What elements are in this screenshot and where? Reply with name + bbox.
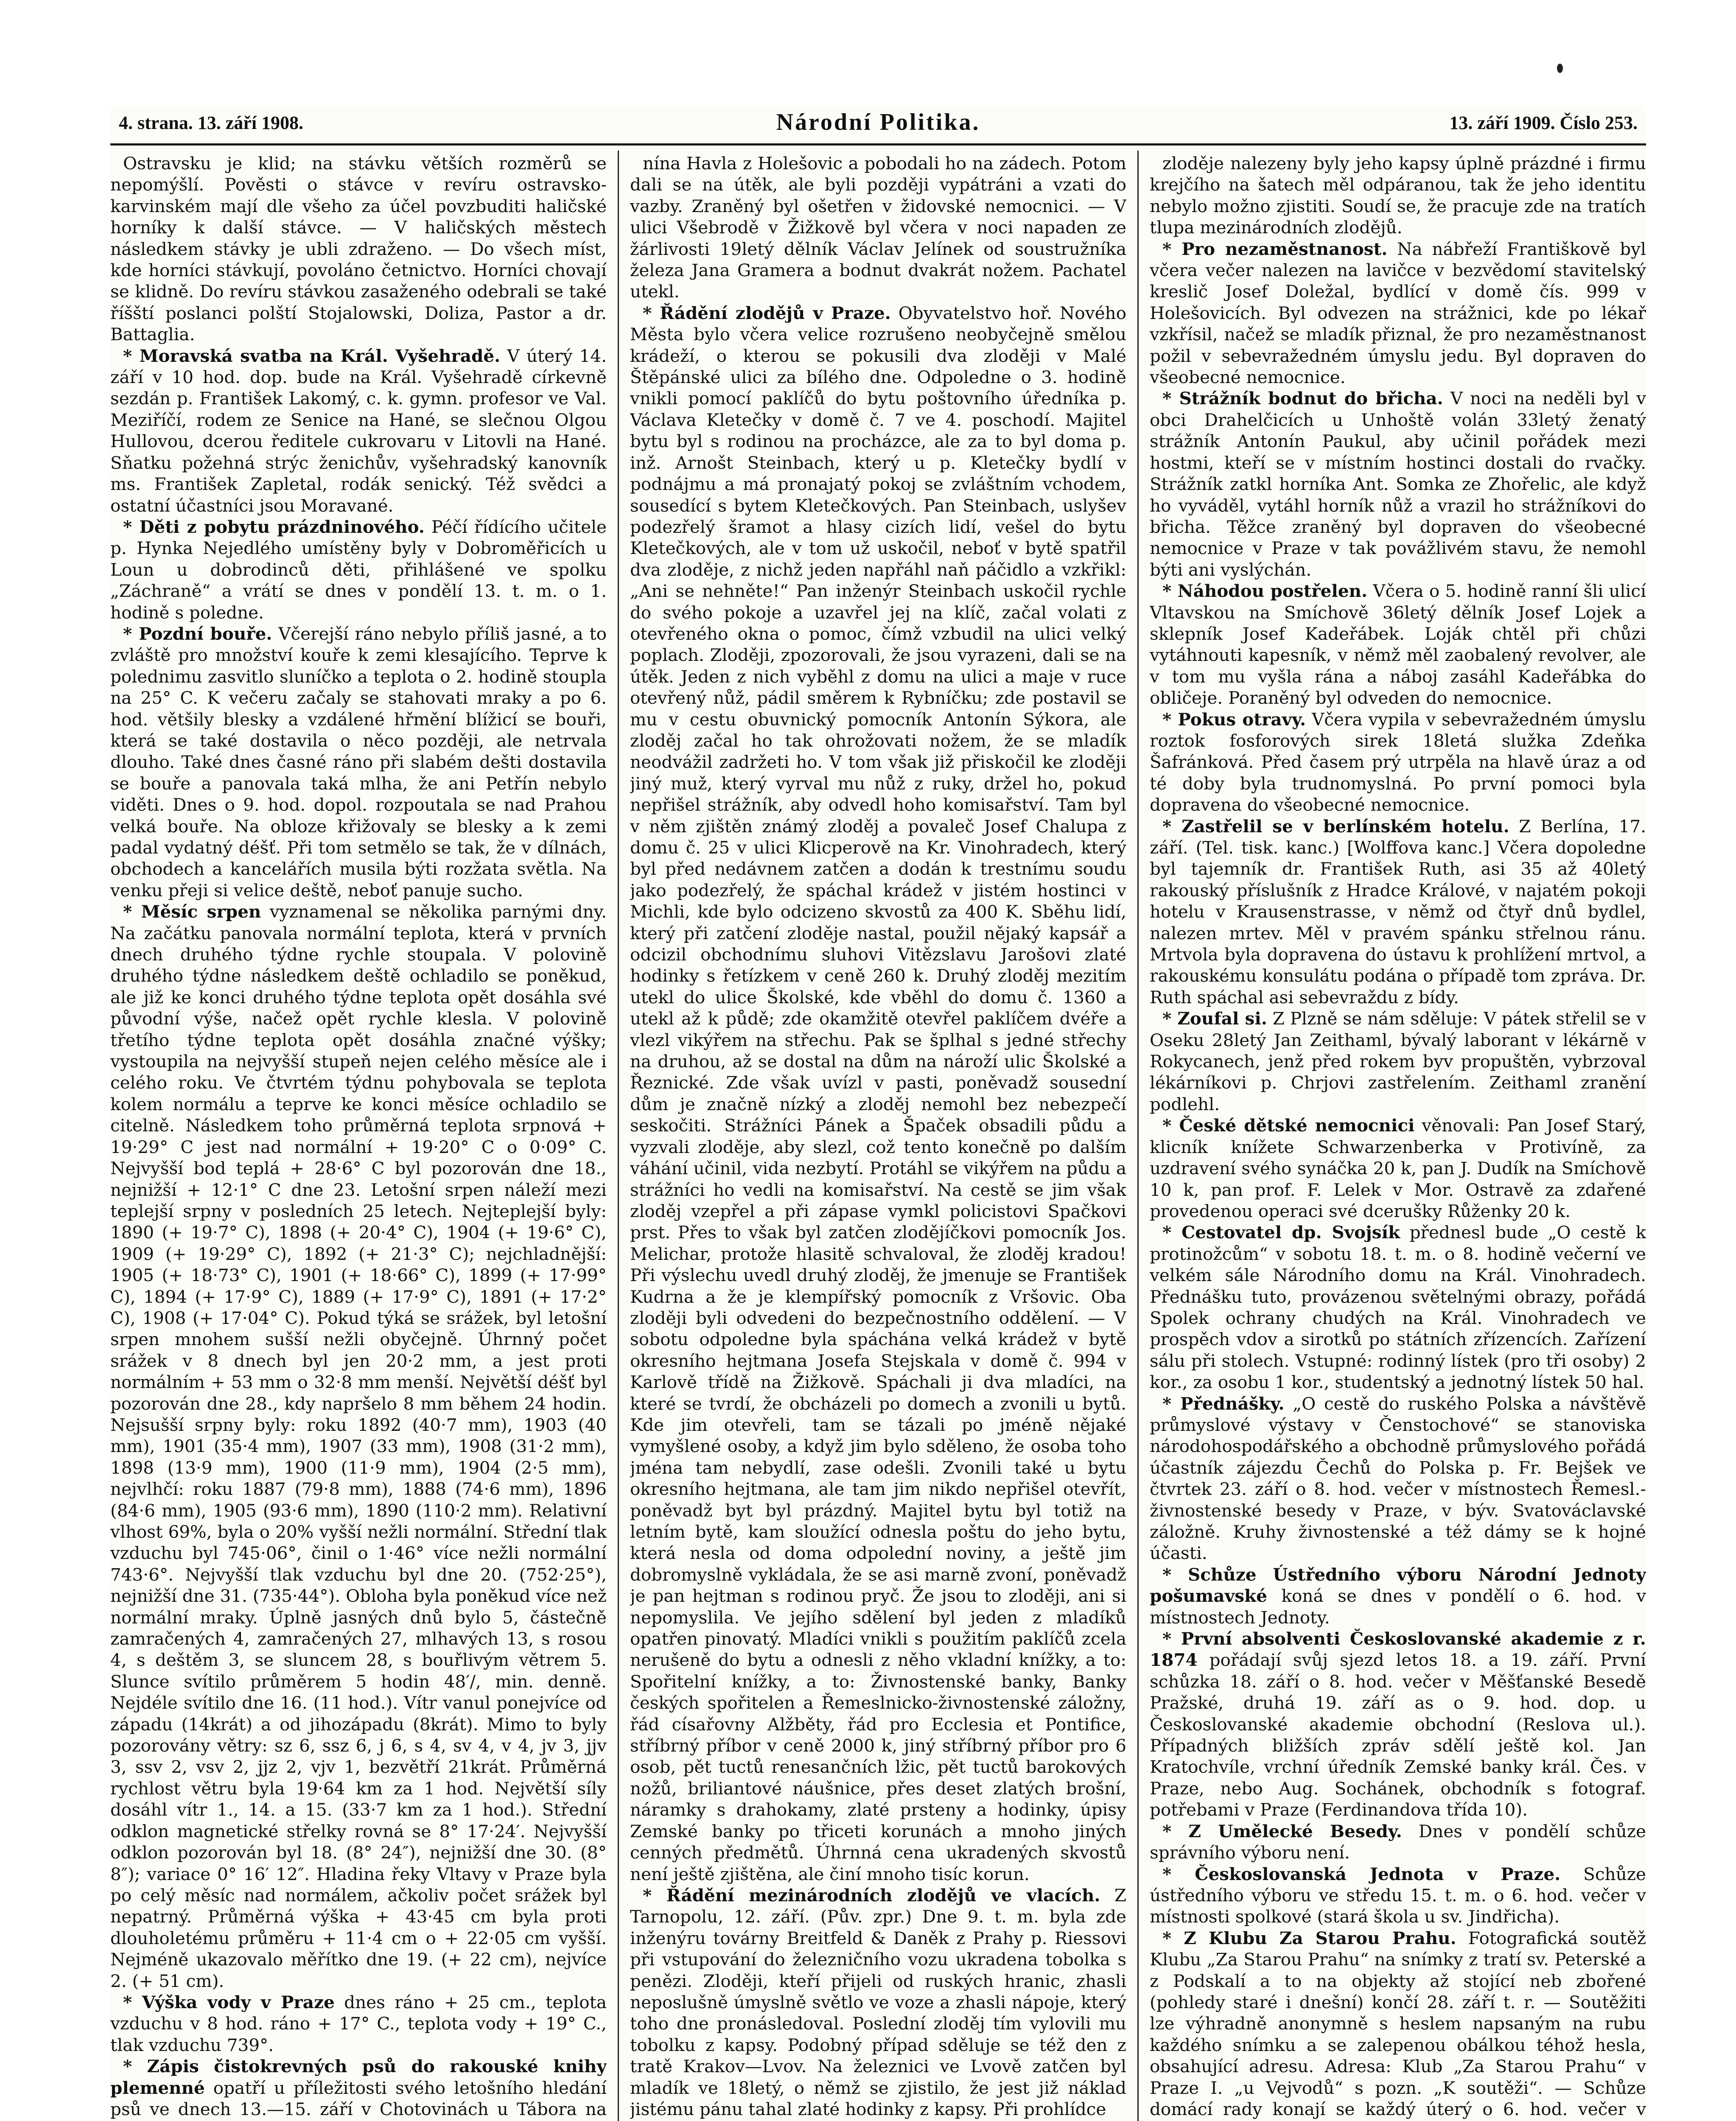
newspaper-page [110,106,1646,2121]
column-2 [630,153,1126,2121]
masthead-title: Národní Politika. [776,109,980,135]
article-text: Z Plzně se nám sděluje: V pátek střelil se v Oseku 28letý Jan Zeithaml, bývalý laborant v lékárně v Rokycanech, jenž před rokem byv propuštěn, vybrzoval lékárníkovi p. Chrjovi zastřelením. Zeithaml zranění podlehl. [1150,1008,1646,1114]
article-text: koná se dnes v pondělí o 6. hod. v místnostech Jednoty. [1150,1586,1646,1628]
article-heading: * Pozdní bouře. [123,623,272,644]
column-3 [1150,153,1646,2121]
article-text: „O cestě do ruského Polska a návštěvě průmyslové výstavy v Čenstochové“ se stanoviska národohospodářského a obchodně průmyslového pořádá účastník zájezdu Čechů do Polska p. Fr. Bejšek ve čtvrtek 23. září o 8. hod. večer v místnostech Řemesl.-živnostenské besedy v Praze, v býv. Svatováclavské záložně. Kruhy živnostenské a též dámy se k hojné účasti. [1150,1393,1646,1564]
column-divider [618,151,619,2121]
article-paragraph [630,153,1126,302]
article-text: zloděje nalezeny byly jeho kapsy úplně prázdné i firmu krejčího na šatech měl odpáranou, tak že jeho identitu nebylo možno zjistiti. Soudí se, že pracuje zde na tratích tlupa mezinárodních zlodějů. [1150,153,1646,238]
column-1 [110,153,607,2121]
article-paragraph [110,2056,607,2121]
article-text: Včera vypila v sebevražedném úmyslu roztok fosforových sirek 18letá služka Zdeňka Šafránková. Před časem prý utrpěla na hlavě úraz a od té doby byla trudnomyslná. Po první pomoci byla dopravena do všeobecné nemocnice. [1150,709,1646,815]
article-text: Fotografická soutěž Klubu „Za Starou Prahu“ na snímky z tratí sv. Peterské a z Podskalí a to na objekty až stojící neb zbořené (pohledy staré i dnešní) končí 28. září t. r. — Soutěžiti lze výhradně anonymně s heslem napsaným na rubu každého snímku a se zalepenou obálkou téhož hesla, obsahující adresu. Adresa: Klub „Za Starou Prahu“ v Praze I. „u Vejvodů“ s pozn. „K soutěži“. — Schůze domácí rady konají se každý úterý o 6. hod. večer v [1150,1928,1646,2119]
article-text: Včerejší ráno nebylo příliš jasné, a to zvláště pro množství kouře k zemi klesajícího. Teprve k polednimu zasvitlo sluníčko a teplota o 2. hodině stoupla na 25° C. K večeru začaly se stahovati mraky a po 6. hod. většily blesky a vzdálené hřmění blížicí se bouři, která se také dostavila o něco později, ale netrvala dlouho. Také dnes časné ráno při slabém dešti dostavila se bouře a panovala taká mlha, že ani Petřín nebylo viděti. Dnes o 9. hod. dopol. rozpoutala se nad Prahou velká bouře. Na obloze křižovaly se blesky a k zemi padal vydatný déšť. Při tom setmělo se tak, že v dílnách, obchodech a kancelářích musila býti rozžata světla. Na venku přeji si velice deště, neboť panuje sucho. [110,623,607,901]
article-heading: * Přednášky. [1162,1393,1285,1414]
article-text: přednesl bude „O cestě k protinožcům“ v sobotu 18. t. m. o 8. hodině večerní ve velkém sále Národního domu na Král. Vinohradech. Přednášku tuto, provázenou světelnými obrazy, pořádá Spolek ochrany chudých na Král. Vinohradech ve prospěch vdov a sirotků po státních zřízencích. Zařízení sálu při stolech. Vstupné: rodinný lístek (pro tři osoby) 2 kor., za osobu 1 kor., studentský a jednotný lístek 50 hal. [1150,1222,1646,1393]
article-text: Na nábřeží Františkově byl včera večer nalezen na lavičce v bezvědomí stavitelský kreslič Josef Doležal, bydlící v domě čís. 999 v Holešovicích. Byl odvezen na strážnici, kde po lékař vzkřísil, načež se mladík přiznal, že pro nezaměstnanost požil v sebevražedném úmyslu jedu. Byl dopraven do všeobecné nemocnice. [1150,238,1646,388]
article-heading: * Cestovatel dp. Svojsík [1162,1222,1400,1243]
article-text: Z Berlína, 17. září. (Tel. tisk. kanc.) [Wolffova kanc.] Včera dopoledne byl tajemník dr. František Ruth, asi 35 až 40letý rakouský příslušník z Hradce Králové, v najatém pokoji hotelu v Krausenstrasse, v němž od čtyř dnů bydlel, nalezen mrtev. Měl v pravém spánku střelnou ránu. Mrtvola byla dopravena do ústavu k prohlížení mrtvol, a rakouskému konsulátu podána o případě tom zpráva. Dr. Ruth spáchal asi sebevraždu z bídy. [1150,816,1646,1007]
article-heading: * Pro nezaměstnanost. [1162,238,1388,259]
article-heading: * První absolventi Českoslovanské akademie z r. 1874 [1150,1629,1646,1670]
page-header [110,106,1646,140]
article-text: opatří u příležitosti svého letošního hledání psů ve dnech 13.—15. září v Chotovinách u Tábora na [110,2077,607,2119]
article-paragraph [1150,580,1646,708]
article-paragraph [1150,1222,1646,1393]
issue-date-number: 13. září 1909. Číslo 253. [1449,112,1638,133]
article-heading: * Náhodou postřelen. [1162,581,1368,602]
article-heading: * Schůze Ústředního výboru Národní Jednoty pošumavské [1150,1564,1646,1606]
article-paragraph [1150,816,1646,1008]
article-heading: * Měsíc srpen [123,901,261,922]
article-text: Ostravsku je klid; na stávku větších rozměrů se nepomýšlí. Pověsti o stávce v revíru ostravsko-karvinském mají dle všeho za účel povzbuditi haličské horníky k další stávce. — V haličských městech následkem stávky je ubli zdraženo. — Do všech míst, kde horníci stávkují, povoláno četnictvo. Horníci chovají se klidně. Do revíru stávkou zasaženého odebrali se také říšští poslanci polští Stojalowski, Doliza, Pastor a dr. Battaglia. [110,153,607,345]
article-text: Z Tarnopolu, 12. září. (Pův. zpr.) Dne 9. t. m. byla zde inženýru továrny Breitfeld & Daněk z Prahy p. Riessovi při vstupování do železničního vozu ukradena tobolka s penězi. Zloději, kteří přijeli od ruských hranic, zhasli neposlušně úmyslně světlo ve voze a zhasli nápoje, který toho dne pronásledoval. Poslední zloděj tím vylovili mu tobolku z kapsy. Podobný případ sděluje se též den z tratě Krakov—Lvov. Na železnici ve Lvově zatčen byl mladík ve 18letý, o němž se zjistilo, že jest již náklad jistému pánu tahal zlaté hodinky z kapsy. Při prohlídce [630,1885,1126,2119]
article-paragraph [1150,1115,1646,1222]
column-divider [1137,151,1139,2121]
article-heading: * Zápis čistokrevných psů do rakouské knihy plemenné [110,2056,607,2098]
article-paragraph [1150,1821,1646,1864]
article-text: V úterý 14. září v 10 hod. dop. bude na Král. Vyšehradě církevně sezdán p. František Lakomý, c. k. gymn. profesor ve Val. Meziříčí, rodem ze Senice na Hané, se slečnou Olgou Hullovou, dcerou ředitele cukrovaru v Litovli na Hané. Sňatku požehná strýc ženichův, vyšehradský kanovník ms. František Zapletal, rodák senický. Též svědci a ostatní účastníci jsou Moravané. [110,345,607,516]
article-heading: * Moravská svatba na Král. Vyšehradě. [123,345,501,366]
article-paragraph [1150,709,1646,816]
header-rule [110,143,1646,146]
article-heading: * Pokus otravy. [1162,709,1306,730]
margin-mark [1557,64,1563,73]
article-paragraph [1150,238,1646,388]
article-text: dnes ráno + 25 cm., teplota vzduchu v 8 hod. ráno + 17° C., teplota vody + 19° C., tlak vzduchu 739°. [110,1992,607,2055]
article-paragraph [110,1992,607,2056]
article-heading: * Z Klubu Za Starou Prahu. [1162,1928,1456,1948]
article-paragraph [110,623,607,901]
article-paragraph [1150,1864,1646,1928]
article-text: Dnes v pondělí schůze správního výboru není. [1150,1821,1646,1863]
article-heading: * Strážník bodnut do břicha. [1162,388,1443,409]
article-paragraph [110,901,607,1992]
article-text: V noci na neděli byl v obci Drahelčicích u Unhoště volán 33letý ženatý strážník Antonín Paukul, aby učinil pořádek mezi hostmi, kteří se v místním hostinci dostali do rvačky. Strážník zatkl horníka Ant. Somka ze Zhořelic, ale když ho vyváděl, vytáhl horník nůž a vrazil ho strážníkovi do břicha. Těžce zraněný byl dopraven do všeobecné nemocnice v Praze v tak povážlivém stavu, že nemohl býti ani vyslýchán. [1150,388,1646,580]
article-text: Péčí řídícího učitele p. Hynka Nejedlého umístěny byly v Dobroměřicích u Loun u dobrodinců děti, přihlášené ve spolku „Záchraně“ a vrátí se dnes v pondělí 13. t. m. o 1. hodině s poledne. [110,516,607,623]
article-paragraph [1150,153,1646,238]
article-heading: * Zastřelil se v berlínském hotelu. [1162,816,1509,837]
article-text: věnovali: Pan Josef Starý, klicník knížete Schwarzenberka v Protivíně, za uzdravení svého synáčka 20 k, pan J. Dudík na Smíchově 10 k, pan prof. F. Lelek v Mor. Ostravě za zdařené provedenou operaci své dcerušky Růženky 20 k. [1150,1115,1646,1221]
article-paragraph [1150,1008,1646,1115]
article-heading: * České dětské nemocnici [1162,1115,1415,1136]
article-heading: * Řádění zlodějů v Praze. [643,302,891,323]
article-text: pořádají svůj sjezd letos 18. a 19. září. První schůzka 18. září o 8. hod. večer v Měšťanské Besedě Pražské, druhá 19. září as o 9. hod. dop. u Českoslovanské akademie obchodní (Reslova ul.). Případných bližších zpráv sdělí ještě kol. Jan Kratochvíle, vrchní úředník Zemské banky král. Čes. v Praze, nebo Aug. Sochánek, obchodník s fotograf. potřebami v Praze (Ferdinandova třída 10). [1150,1650,1646,1820]
article-heading: * Děti z pobytu prázdninového. [123,516,425,537]
article-paragraph [1150,1628,1646,1821]
article-paragraph [110,153,607,345]
article-paragraph [630,302,1126,1885]
article-heading: * Řádění mezinárodních zlodějů ve vlacích. [643,1885,1100,1906]
article-heading: * Zoufal si. [1162,1008,1267,1029]
article-paragraph [1150,1564,1646,1628]
article-text: Obyvatelstvo hoř. Nového Města bylo včera velice rozrušeno neobyčejně smělou krádeží, o kterou se pokusili dva zloději v Malé Štěpánské ulici za bílého dne. Odpoledne o 3. hodině vnikli pomocí paklíčů do bytu poštovního úředníka p. Václava Kletečky v domě č. 7 ve 4. poschodí. Majitel bytu byl s rodinou na procházce, ale za to byl doma p. inž. Arnošt Steinbach, který u p. Kletečky bydlí v podnájmu a má pronajatý pokoj se zvláštním vchodem, sousedící s bytem Kletečkových. Pan Steinbach, uslyšev podezřelý šramot a hlasy cizích lidí, vešel do bytu Kletečkových, ale v tom už uskočil, neboť v bytě spatřil dva zloděje, z nichž jeden napřáhl naň páčidlo a vzkřikl: „Ani se nehněte!“ Pan inženýr Steinbach uskočil rychle do svého pokoje a uzavřel jej na klíč, začal volati z otevřeného okna o pomoc, čímž vzbudil na ulici velký poplach. Zloději, zpozorovali, že jsou vyrazeni, dali se na útěk. Jeden z nich vyběhl z domu na ulici a maje v ruce otevřený nůž, pádil směrem k Rybníčku; zde postavil se mu v cestu obuvnický pomocník Antonín Sýkora, ale zloděj začal ho tak ohrožovati nožem, že se mladík neodvážil zadržeti ho. V tom však již přiskočil ke zloději jiný muž, který vyrval mu nůž z ruky, držel ho, pokud nepřišel strážník, aby odvedl hoho komisařství. Tam byl v něm zjištěn známý zloděj a povaleč Josef Chalupa z domu č. 25 v ulici Klicperově na Kr. Vinohradech, který byl před nedávnem zatčen a dodán k trestnímu soudu jako podezřelý, že spáchal krádež v jistém hostinci v Michli, kde bylo odcizeno skvostů za 400 K. Sběhu lidí, který při zatčení zloděje nastal, použil nějaký kapsář a odcizil obchodnímu sluhovi Vitězslavu Jarošovi zlaté hodinky s řetízkem v ceně 260 k. Druhý zloděj mezitím utekl do ulice Školské, kde vběhl do domu č. 1360 a utekl až k půdě; zde okamžitě otevřel paklíčem dvéře a vlezl vikýřem na střechu. Pak se šplhal s jedné střechy na druhou, až se dostal na dům na nároží ulic Školské a Řeznické. Zde však uvízl v pasti, poněvadž sousední dům je značně nízký a zloděj nemohl bez nebezpečí seskočiti. Strážníci Pánek a Špaček obsadili půdu a vyzvali zloděje, aby slezl, což tento konečně po dalším váhání učinil, vida nezbytí. Protáhl se vikýřem na půdu a strážníci ho vedli na komisařství. Na cestě se jim však zloděj vzepřel a při zápase vymkl policistovi Spačkovi prst. Přes to však byl zatčen zlodějíčkovi pomocník Jos. Melichar, protože hlasitě schvaloval, že zloděj kradou! Při výslechu uvedl druhý zloděj, že jmenuje se František Kudrna a že je klempířský pomocník z Vršovic. Oba zloději byli odvedeni do bezpečnostního oddělení. — V sobotu odpoledne byla spáchána velká krádež v bytě okresního hejtmana Josefa Stejskala v domě č. 994 v Karlově třídě na Žižkově. Spáchali ji dva mladíci, na které se tvrdí, že obcházeli po domech a zvonili u bytů. Kde jim otevřeli, tam se tázali po jméně nějaké vymyšlené osoby, a když jim bylo sděleno, že osoba toho jména tam nebydlí, zase odešli. Zvonili také u bytu okresního hejtmana, ale tam jim nikdo nepřišel otevřít, poněvadž byt byl prázdný. Majitel bytu byl totiž na letním bytě, kam sloužící odnesla poštu do jeho bytu, která nesla od doma odpolední noviny, a ještě jim dobromyslně vykládala, že se asi marně zvoní, poněvadž je pan hejtman s rodinou pryč. Že jsou to zloději, ani si nepomyslila. Ve jejího sdělení byl jeden z mladíků opatřen pinovatý. Mladíci vnikli s použitím paklíčů zcela nerušeně do bytu a odnesli z něho vkladní knížky, a to: Spořitelní knížky, a to: Živnostenské banky, Banky českých spořitelen a Řemeslnicko-živnostenské záložny, řád císařovny Alžběty, řád pro Ecclesia et Pontifice, stříbrný příbor v ceně 2000 k, jiný stříbrný příbor pro 6 osob, pět tuctů renesančních lžic, pět tuctů barokových nožů, briliantové náušnice, přes deset zlatých brošní, náramky s drahokamy, zlaté prsteny a hodinky, úpisy Zemské banky po třiceti korunách a mnoho jiných cenných předmětů. Úhrnná cena ukradených skvostů není ještě zjištěna, ale činí mnoho tisíc korun. [630,302,1126,1884]
page-number-date: 4. strana. 13. září 1908. [119,112,304,133]
article-heading: * Výška vody v Praze [123,1992,335,2012]
article-paragraph [110,516,607,623]
article-text: vyznamenal se několika parnými dny. Na začátku panovala normální teplota, která v prvních dnech druhého týdne rychle stoupala. V polovině druhého týdne následkem deště ochladilo se poněkud, ale již ke konci druhého týdne teplota opět dosáhla své původní výše, načež opět rychle klesla. V polovině třetího týdne teplota opět dosáhla značné výšky; vystoupila na nejvyšší stupeň nejen celého měsíce ale i celého roku. Ve čtvrtém týdnu pohybovala se teplota kolem normálu a teprve ke konci měsíce ochladilo se citelně. Následkem toho průměrná teplota srpnová + 19·29° C jest nad normální + 19·20° C o 0·09° C. Nejvyšší bod teplá + 28·6° C byl pozorován dne 18., nejnižší + 12·1° C dne 23. Letošní srpen náleží mezi teplejší srpny v posledních 25 letech. Nejteplejší byly: 1890 (+ 19·7° C), 1898 (+ 20·4° C), 1904 (+ 19·6° C), 1909 (+ 19·29° C), 1892 (+ 21·3° C); nejchladnější: 1905 (+ 18·73° C), 1901 (+ 18·66° C), 1899 (+ 17·99° C), 1894 (+ 17·9° C), 1889 (+ 17·9° C), 1891 (+ 17·2° C), 1908 (+ 17·04° C). Pokud týká se srážek, byl letošní srpen mnohem sušší nežli obyčejně. Úhrnný počet srážek v 8 dnech byl jen 20·2 mm, a jest proti normálním + 53 mm o 32·8 mm menší. Největší déšť byl pozorován dne 28., kdy napršelo 8 mm během 24 hodin. Nejsušší srpny byly: roku 1892 (40·7 mm), 1903 (40 mm), 1901 (35·4 mm), 1907 (33 mm), 1908 (31·2 mm), 1898 (13·9 mm), 1900 (11·9 mm), 1904 (2·5 mm), nejvlhčí: roku 1887 (79·8 mm), 1888 (74·6 mm), 1896 (84·6 mm), 1905 (93·6 mm), 1890 (110·2 mm). Relativní vlhost 69%, byla o 20% vyšší nežli normální. Střední tlak vzduchu byl 745·06°, činil o 1·46° více nežli normální 743·6°. Nejvyšší tlak vzduchu byl dne 20. (752·25°), nejnižší dne 31. (735·44°). Obloha byla poněkud více než normální mraky. Úplně jasných dnů bylo 5, částečně zamračených 4, zamračených 27, mlhavých 13, s rosou 4, s deštěm 3, se sluncem 28, s bouřlivým větrem 5. Slunce svítilo průměrem 5 hodin 48′/, min. denně. Nejdéle svítilo dne 16. (11 hod.). Vítr vanul ponejvíce od západu (14krát) a od jihozápadu (8krát). Mimo to byly pozorovány větry: sz 6, ssz 6, j 6, s 4, sv 4, v 4, jv 3, jjv 3, ssv 2, vsv 2, jjz 2, vjv 1, bezvětří 21krát. Průměrná rychlost větru byla 19·64 km za 1 hod. Největší síly dosáhl vítr 1., 14. a 15. (33·7 km za 1 hod.). Střední odklon magnetické střelky rovná se 8° 17·24′. Nejvyšší odklon pozorován byl 18. (8° 24″), nejnižší dne 30. (8° 8″); variace 0° 16′ 12″. Hladina řeky Vltavy v Praze byla po celý měsíc nad normálem, ačkoliv počet srážek byl nepatrný. Průměrná výška + 43·45 cm byla proti dlouholetému průměru + 11·4 cm o + 22·05 cm vyšší. Nejméně ukazovalo měřítko dne 19. (+ 22 cm), nejvíce 2. (+ 51 cm). [110,901,607,1991]
article-text: Včera o 5. hodině ranní šli ulicí Vltavskou na Smíchově 36letý dělník Josef Lojek a sklepník Josef Kadeřábek. Loják chtěl při chůzi vytáhnouti kapesník, v němž měl zaobalený revolver, ale v tom mu vyšla rána a náboj zasáhl Kadeřábka do obličeje. Poraněný byl odveden do nemocnice. [1150,581,1646,708]
article-paragraph [110,345,607,516]
article-heading: * Z Umělecké Besedy. [1162,1821,1402,1841]
article-paragraph [1150,1393,1646,1564]
article-paragraph [630,1885,1126,2120]
article-paragraph [1150,1928,1646,2121]
article-text: Schůze ústředního výboru ve středu 15. t. m. o 6. hod. večer v místnosti spolkové (stará škola u sv. Jindřicha). [1150,1864,1646,1927]
article-heading: * Českoslovanská Jednota v Praze. [1162,1864,1561,1884]
article-paragraph [1150,388,1646,580]
article-text: nína Havla z Holešovic a pobodali ho na zádech. Potom dali se na útěk, ale byli později vypátráni a vzati do vazby. Zraněný byl ošetřen v židovské nemocnici. — V ulici Všebrodě v Žižkově byl včera v noci napaden ze žárlivosti 19letý dělník Václav Jelínek od soustružníka železa Jana Gramera a bodnut dvakrát nožem. Pachatel utekl. [630,153,1126,302]
